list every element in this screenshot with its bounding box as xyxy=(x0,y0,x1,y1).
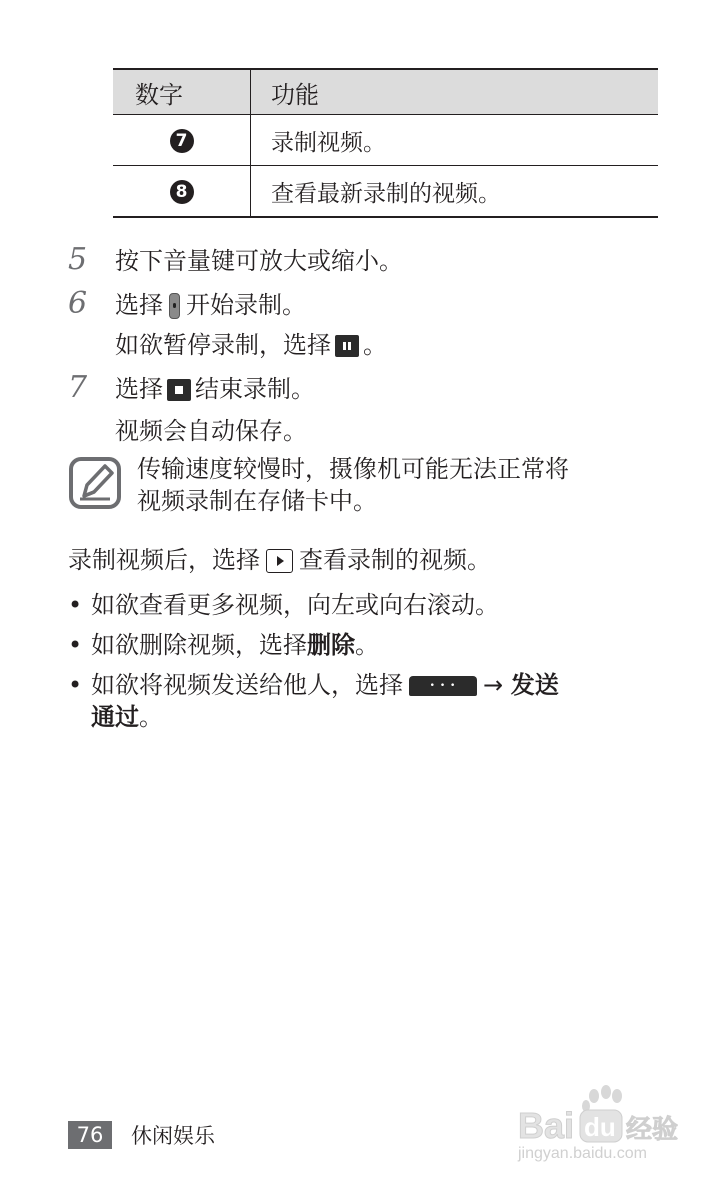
view-videos-paragraph: 录制视频后，选择 查看录制的视频。 xyxy=(68,546,491,574)
note-text-line2: 视频录制在存储卡中。 xyxy=(137,487,377,515)
record-button-icon xyxy=(169,293,180,319)
pause-icon xyxy=(335,335,359,357)
column-header-function: 功能 xyxy=(251,69,659,115)
via-label: 通过 xyxy=(91,703,139,731)
svg-text:经验: 经验 xyxy=(626,1115,679,1145)
list-item: • 如欲删除视频，选择删除。 xyxy=(68,631,379,659)
step-number: 6 xyxy=(68,286,88,321)
pencil-note-icon xyxy=(68,456,122,510)
column-header-number: 数字 xyxy=(113,69,251,115)
table-row xyxy=(113,166,658,218)
step-text-line1: 选择 结束录制。 xyxy=(115,375,315,403)
table-row xyxy=(113,115,658,166)
table-cell-function: 查看最新录制的视频。 xyxy=(271,180,501,207)
step-text-line2: 如欲暂停录制，选择 。 xyxy=(115,331,387,359)
note-text-line1: 传输速度较慢时，摄像机可能无法正常将 xyxy=(137,455,569,483)
svg-text:du: du xyxy=(584,1112,616,1142)
number-8-badge: 8 xyxy=(170,180,194,204)
page-number: 76 xyxy=(68,1121,112,1149)
more-options-icon xyxy=(409,676,477,696)
svg-text:jingyan.baidu.com: jingyan.baidu.com xyxy=(518,1145,647,1162)
step-text-line1: 选择 开始录制。 xyxy=(115,291,306,319)
stop-icon xyxy=(167,379,191,401)
play-icon xyxy=(266,549,293,573)
table-header-row xyxy=(113,69,658,115)
delete-label: 删除 xyxy=(307,631,355,659)
bullet-icon: • xyxy=(68,671,83,699)
number-7-badge: 7 xyxy=(170,129,194,153)
section-name: 休闲娱乐 xyxy=(131,1124,215,1148)
step-number: 7 xyxy=(68,370,88,405)
step-text: 按下音量键可放大或缩小。 xyxy=(115,247,403,275)
table-cell-function: 录制视频。 xyxy=(251,115,659,166)
function-table xyxy=(113,68,658,218)
bullet-icon: • xyxy=(68,631,83,659)
step-text-line2: 视频会自动保存。 xyxy=(115,417,307,445)
bullet-icon: • xyxy=(68,591,83,619)
svg-text:Bai: Bai xyxy=(518,1105,575,1146)
arrow-icon: → xyxy=(483,671,504,699)
send-label: 发送 xyxy=(510,671,559,699)
list-item: • 如欲查看更多视频，向左或向右滚动。 xyxy=(68,591,499,619)
list-item: • 如欲将视频发送给他人，选择• • • → 发送 xyxy=(68,670,559,700)
list-item-continuation: 通过。 xyxy=(91,703,163,731)
step-number: 5 xyxy=(68,242,88,277)
baidu-watermark-logo xyxy=(516,1084,686,1164)
